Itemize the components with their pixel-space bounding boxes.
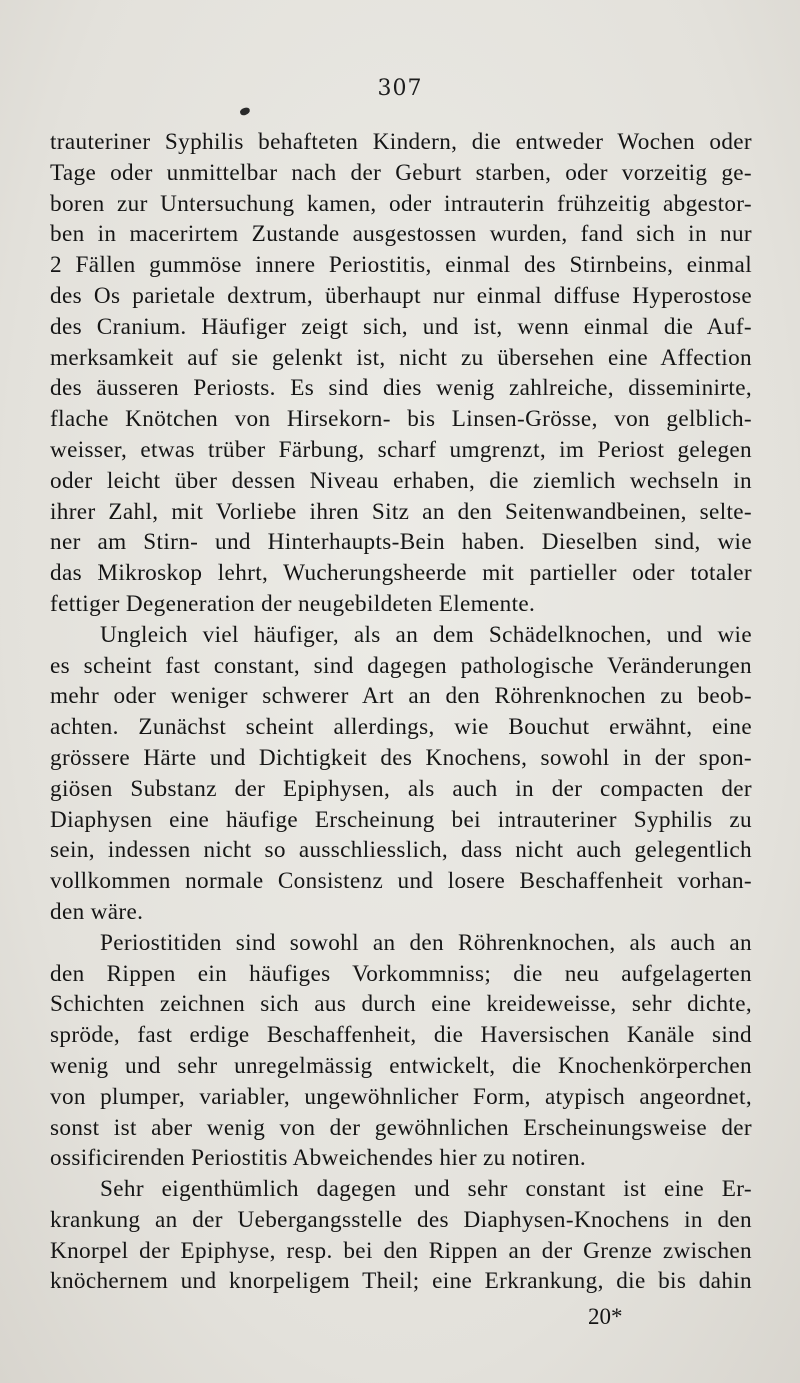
text-line: fettiger Degeneration der neugebildeten Elemente. — [50, 590, 536, 617]
text-line: Knorpel der Epiphyse, resp. bei den Rippen an der Grenze zwischen — [50, 1237, 752, 1264]
text-line: Periostitiden sind sowohl an den Röhrenknochen, als auch an — [100, 929, 752, 956]
text-line: des Os parietale dextrum, überhaupt nur einmal diffuse Hyperostose — [50, 282, 752, 309]
page-number: 307 — [377, 76, 423, 101]
text-line: weisser, etwas trüber Färbung, scharf umgrenzt, im Periost gelegen — [50, 436, 752, 463]
text-line: oder leicht über dessen Niveau erhaben, die ziemlich wechseln in — [50, 467, 752, 494]
text-line: des äusseren Periosts. Es sind dies wenig zahlreiche, disseminirte, — [50, 375, 752, 402]
text-line: sonst ist aber wenig von der gewöhnlichen Erscheinungsweise der — [50, 1114, 752, 1141]
text-line: Tage oder unmittelbar nach der Geburt starben, oder vorzeitig ge- — [50, 159, 752, 186]
text-line: 2 Fällen gummöse innere Periostitis, einmal des Stirnbeins, einmal — [50, 252, 752, 279]
text-line: sein, indessen nicht so ausschliesslich, dass nicht auch gelegentlich — [50, 837, 752, 864]
signature-mark: 20* — [588, 1304, 623, 1329]
text-line: flache Knötchen von Hirsekorn- bis Linsen-Grösse, von gelblich- — [50, 406, 752, 433]
ink-blot — [239, 107, 250, 116]
text-line: des Cranium. Häufiger zeigt sich, und ist, wenn einmal die Auf- — [50, 313, 752, 340]
text-line: grössere Härte und Dichtigkeit des Knochens, sowohl in der spon- — [50, 744, 752, 771]
text-line: ben in macerirtem Zustande ausgestossen wurden, fand sich in nur — [50, 221, 752, 248]
text-line: wenig und sehr unregelmässig entwickelt, die Knochenkörperchen — [50, 1052, 752, 1079]
text-line: ner am Stirn- und Hinterhaupts-Bein haben. Dieselben sind, wie — [50, 529, 752, 556]
text-line: es scheint fast constant, sind dagegen pathologische Veränderungen — [50, 652, 752, 679]
text-line: merksamkeit auf sie gelenkt ist, nicht zu übersehen eine Affection — [50, 344, 752, 371]
text-line: krankung an der Uebergangsstelle des Diaphysen-Knochens in den — [50, 1206, 752, 1233]
text-line: Schichten zeichnen sich aus durch eine kreideweisse, sehr dichte, — [50, 991, 752, 1018]
text-line: das Mikroskop lehrt, Wucherungsheerde mit partieller oder totaler — [50, 560, 752, 587]
text-line: giösen Substanz der Epiphysen, als auch in der compacten der — [50, 775, 752, 802]
text-line: Ungleich viel häufiger, als an dem Schädelknochen, und wie — [100, 621, 752, 648]
text-line: Sehr eigenthümlich dagegen und sehr constant ist eine Er- — [100, 1176, 752, 1203]
text-line: boren zur Untersuchung kamen, oder intrauterin frühzeitig abgestor- — [50, 190, 752, 217]
text-line: spröde, fast erdige Beschaffenheit, die Haversischen Kanäle sind — [50, 1022, 752, 1049]
text-line: mehr oder weniger schwerer Art an den Röhrenknochen zu beob- — [50, 683, 752, 710]
text-line: Diaphysen eine häufige Erscheinung bei intrauteriner Syphilis zu — [50, 806, 752, 833]
text-line: vollkommen normale Consistenz und losere Beschaffenheit vorhan- — [50, 868, 752, 895]
text-line: knöchernem und knorpeligem Theil; eine Erkrankung, die bis dahin — [50, 1268, 752, 1295]
text-line: von plumper, variabler, ungewöhnlicher Form, atypisch angeordnet, — [50, 1083, 752, 1110]
text-line: trauteriner Syphilis behafteten Kindern, die entweder Wochen oder — [50, 129, 752, 155]
text-line: achten. Zunächst scheint allerdings, wie Bouchut erwähnt, eine — [50, 714, 752, 741]
text-line: ossificirenden Periostitis Abweichendes hier zu notiren. — [50, 1145, 587, 1172]
body-text — [50, 127, 752, 1297]
text-line: ihrer Zahl, mit Vorliebe ihren Sitz an den Seitenwandbeinen, selte- — [50, 498, 752, 525]
text-line: den wäre. — [50, 898, 144, 925]
text-line: den Rippen ein häufiges Vorkommniss; die neu aufgelagerten — [50, 960, 752, 987]
